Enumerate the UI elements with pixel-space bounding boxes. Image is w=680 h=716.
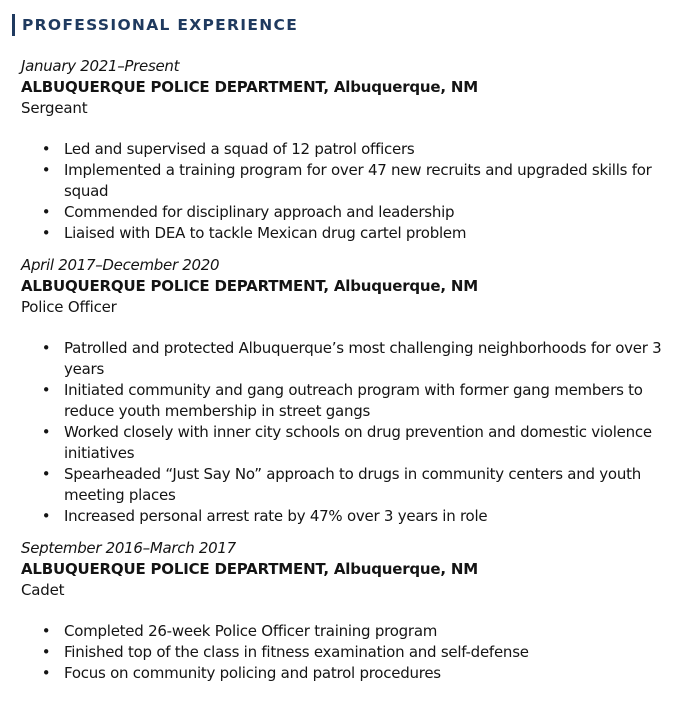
job-bullets (21, 338, 671, 527)
bullet-dot-icon: • (41, 507, 51, 525)
job-dates: April 2017–December 2020 (21, 256, 220, 274)
bullet-dot-icon: • (41, 643, 51, 661)
bullet-dot-icon: • (41, 381, 51, 399)
bullet-text: Increased personal arrest rate by 47% over 3 years in role (64, 507, 488, 525)
bullet-text: Completed 26-week Police Officer training program (64, 622, 438, 640)
job-employer: ALBUQUERQUE POLICE DEPARTMENT, Albuquerque, NM (21, 78, 478, 96)
job-dates: September 2016–March 2017 (21, 539, 236, 557)
experience-list (21, 56, 671, 695)
bullet-item (21, 202, 671, 223)
section-title: PROFESSIONAL EXPERIENCE (22, 16, 299, 34)
job-title: Police Officer (21, 298, 117, 316)
job-employer: ALBUQUERQUE POLICE DEPARTMENT, Albuquerque, NM (21, 560, 478, 578)
bullet-text: Implemented a training program for over 47 new recruits and upgraded skills for squad (64, 161, 652, 200)
job-title: Cadet (21, 581, 65, 599)
bullet-item (21, 642, 671, 663)
bullet-text: Initiated community and gang outreach program with former gang members to reduce youth membership in street gangs (64, 381, 643, 420)
bullet-dot-icon: • (41, 622, 51, 640)
bullet-text: Focus on community policing and patrol procedures (64, 664, 441, 682)
bullet-dot-icon: • (41, 140, 51, 158)
bullet-item (21, 139, 671, 160)
bullet-text: Liaised with DEA to tackle Mexican drug cartel problem (64, 224, 467, 242)
job-entry (21, 56, 671, 244)
job-entry (21, 538, 671, 684)
bullet-dot-icon: • (41, 224, 51, 242)
bullet-text: Finished top of the class in fitness examination and self-defense (64, 643, 529, 661)
bullet-dot-icon: • (41, 339, 51, 357)
job-entry (21, 255, 671, 527)
bullet-item (21, 464, 671, 506)
bullet-dot-icon: • (41, 664, 51, 682)
bullet-item (21, 160, 671, 202)
bullet-item (21, 380, 671, 422)
bullet-dot-icon: • (41, 161, 51, 179)
job-bullets (21, 139, 671, 244)
job-title: Sergeant (21, 99, 88, 117)
job-employer: ALBUQUERQUE POLICE DEPARTMENT, Albuquerque, NM (21, 277, 478, 295)
bullet-text: Led and supervised a squad of 12 patrol officers (64, 140, 415, 158)
bullet-item (21, 338, 671, 380)
bullet-item (21, 223, 671, 244)
bullet-dot-icon: • (41, 423, 51, 441)
bullet-text: Spearheaded “Just Say No” approach to drugs in community centers and youth meeting places (64, 465, 641, 504)
bullet-item (21, 422, 671, 464)
bullet-text: Worked closely with inner city schools on drug prevention and domestic violence initiatives (64, 423, 652, 462)
job-bullets (21, 621, 671, 684)
bullet-item (21, 506, 671, 527)
bullet-item (21, 621, 671, 642)
bullet-item (21, 663, 671, 684)
job-dates: January 2021–Present (21, 57, 180, 75)
bullet-dot-icon: • (41, 465, 51, 483)
bullet-text: Patrolled and protected Albuquerque’s most challenging neighborhoods for over 3 years (64, 339, 662, 378)
bullet-dot-icon: • (41, 203, 51, 221)
section-header (12, 14, 298, 36)
bullet-text: Commended for disciplinary approach and leadership (64, 203, 455, 221)
